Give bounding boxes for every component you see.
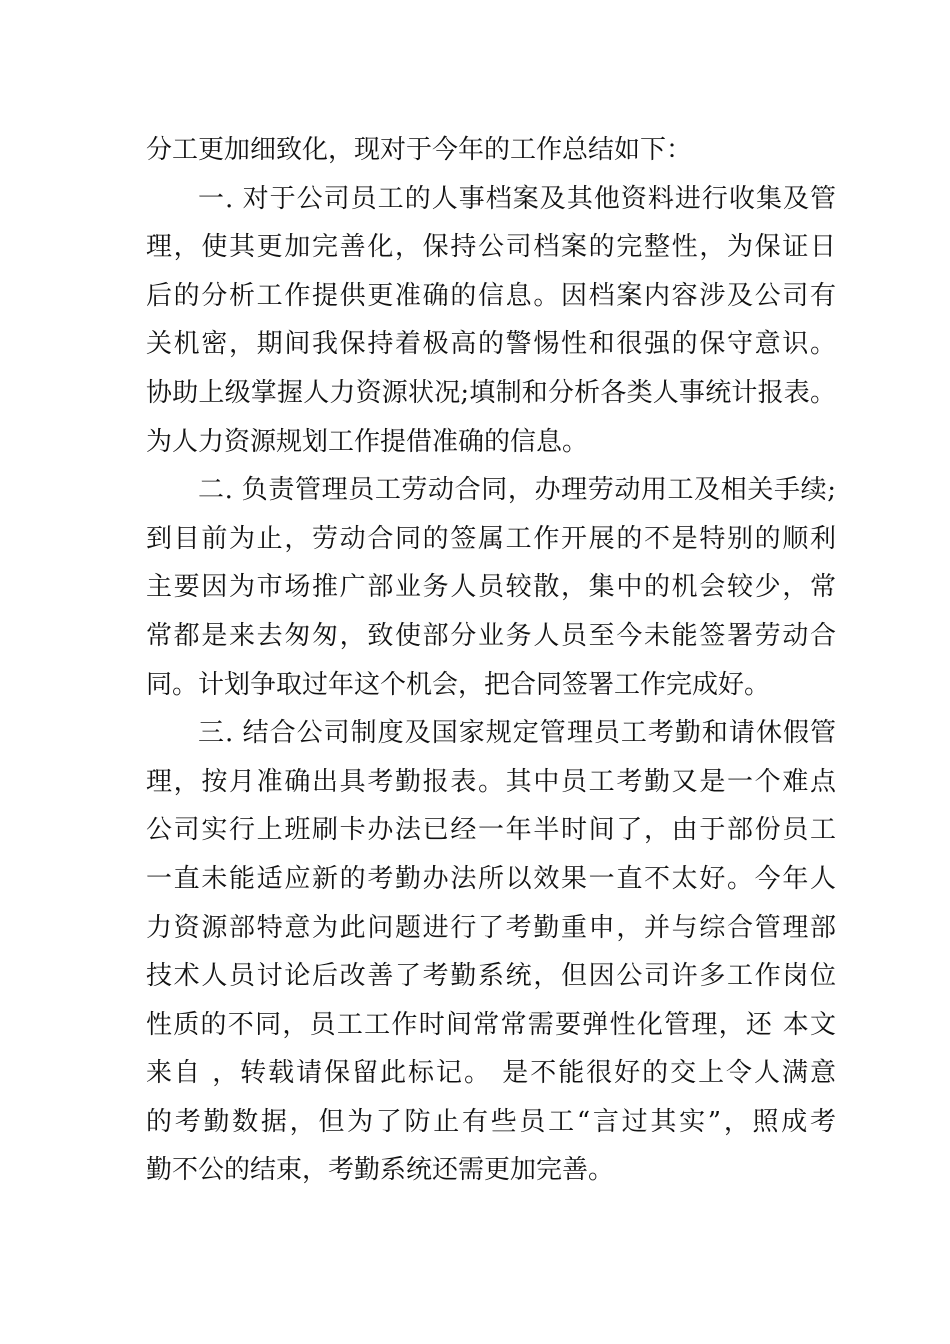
paragraph-1-first-line: 一. 对于公司员工的人事档案及其他资料进行收集及管	[198, 183, 836, 214]
text-line: 分工更加细致化，现对于今年的工作总结如下：	[146, 135, 693, 165]
text-line: 理，按月准确出具考勤报表。其中员工考勤又是一个难点	[146, 766, 836, 797]
paragraph-3-first-line: 三. 结合公司制度及国家规定管理员工考勤和请休假管	[198, 718, 836, 749]
text-line: 的考勤数据，但为了防止有些员工“言过其实”，照成考	[146, 1106, 836, 1137]
paragraph-2-first-line: 二. 负责管理员工劳动合同，办理劳动用工及相关手续;	[198, 475, 836, 506]
document-body	[146, 126, 836, 1195]
text-line: 理，使其更加完善化，保持公司档案的完整性，为保证日	[146, 232, 836, 263]
text-line: 一直未能适应新的考勤办法所以效果一直不太好。今年人	[146, 863, 836, 894]
text-line: 协助上级掌握人力资源状况;填制和分析各类人事统计报表。	[146, 377, 836, 408]
text-line: 后的分析工作提供更准确的信息。因档案内容涉及公司有	[146, 280, 836, 311]
text-line: 技术人员讨论后改善了考勤系统，但因公司许多工作岗位	[146, 961, 836, 992]
text-line: 勤不公的结束，考勤系统还需更加完善。	[146, 1155, 615, 1186]
text-line: 公司实行上班刷卡办法已经一年半时间了，由于部份员工	[146, 815, 836, 846]
text-line: 性质的不同，员工工作时间常常需要弹性化管理，还 本文	[146, 1009, 836, 1040]
text-line: 到目前为止，劳动合同的签属工作开展的不是特别的顺利	[146, 523, 836, 554]
text-line: 关机密，期间我保持着极高的警惕性和很强的保守意识。	[146, 329, 836, 360]
text-line: 同。计划争取过年这个机会，把合同签署工作完成好。	[146, 669, 771, 700]
text-line: 来自 ，转载请保留此标记。 是不能很好的交上令人满意	[146, 1058, 836, 1089]
text-line: 力资源部特意为此问题进行了考勤重申，并与综合管理部	[146, 912, 836, 943]
text-line: 为人力资源规划工作提借准确的信息。	[146, 426, 589, 457]
text-line: 常都是来去匆匆，致使部分业务人员至今未能签署劳动合	[146, 620, 836, 651]
text-line: 主要因为市场推广部业务人员较散，集中的机会较少，常	[146, 572, 836, 603]
